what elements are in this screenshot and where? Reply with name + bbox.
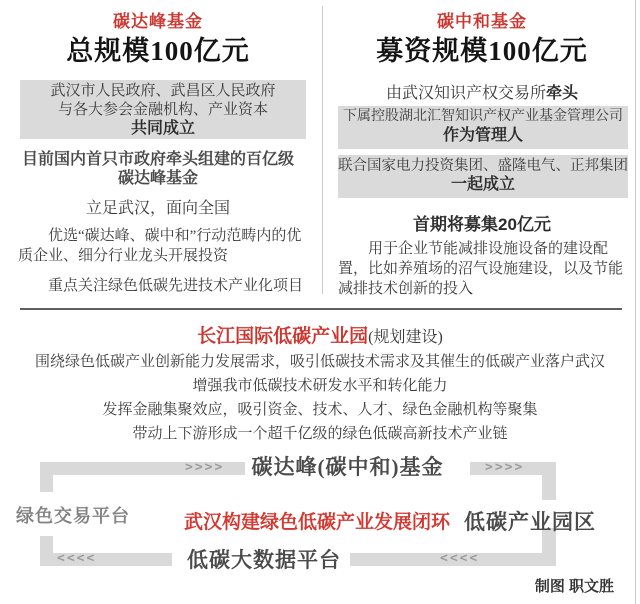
park-line-1: 围绕绿色低碳产业创新能力发展需求，吸引低碳技术需求及其催生的低碳产业落户武汉 xyxy=(34,354,605,370)
right-edge-border xyxy=(635,0,636,604)
founders-line-2: 与各大参会金融机构、产业资本 xyxy=(57,102,268,118)
loop-corner-top-left xyxy=(40,462,53,492)
flow-arrow-top-right-icon: >>>> xyxy=(485,460,525,475)
cycle-node-trading-platform: 绿色交易平台 xyxy=(16,506,130,526)
founders-bold-line: 共同成立 xyxy=(130,120,195,137)
left-panel-lead xyxy=(8,150,308,188)
park-line-2: 增强我市低碳技术研发水平和转化能力 xyxy=(192,378,448,394)
cycle-node-big-data-platform: 低碳大数据平台 xyxy=(187,548,341,572)
flow-arrow-bottom-right-icon: <<<< xyxy=(440,551,480,566)
left-panel-note: 立足武汉，面向全国 xyxy=(85,200,230,217)
flow-arrow-bottom-left-icon: <<<< xyxy=(57,551,97,566)
section-divider xyxy=(20,308,622,310)
manager-bold-line: 作为管理人 xyxy=(442,127,523,144)
park-title-suffix: (规划建设) xyxy=(368,329,443,346)
lead-line-2: 碳达峰基金 xyxy=(117,170,198,187)
left-panel-headline: 总规模100亿元 xyxy=(66,36,250,66)
lead-bold: 牵头 xyxy=(546,85,579,102)
park-title-red: 长江国际低碳产业园 xyxy=(197,326,369,347)
credit-byline: 制图 职文胜 xyxy=(534,578,614,595)
right-panel-manager-box xyxy=(338,106,628,149)
partners-bold-line: 一起成立 xyxy=(450,176,515,193)
left-panel-title: 碳达峰基金 xyxy=(113,12,203,31)
cycle-node-fund: 碳达峰(碳中和)基金 xyxy=(251,455,444,479)
park-line-4: 带动上下游形成一个超千亿级的绿色低碳高新技术产业链 xyxy=(132,426,508,442)
lead-line-1: 目前国内首只市政府牵头组建的百亿级 xyxy=(21,151,294,168)
right-panel-paragraph: 用于企业节能减排设施设备的建设配置，比如养殖场的沼气设施建设，以及节能减排技术创新的投入 xyxy=(338,241,624,297)
left-panel-paragraph-2: 重点关注绿色低碳先进技术产业化项目 xyxy=(48,278,304,294)
founders-line-1: 武汉市人民政府、武昌区人民政府 xyxy=(50,83,276,99)
right-panel-title: 碳中和基金 xyxy=(437,12,527,31)
loop-corner-top-right xyxy=(542,462,556,500)
lead-prefix: 由武汉知识产权交易所 xyxy=(385,85,546,102)
right-panel-lead xyxy=(332,80,632,103)
cycle-center-caption: 武汉构建绿色低碳产业发展闭环 xyxy=(184,512,451,533)
cycle-node-industry-park: 低碳产业园区 xyxy=(464,510,596,534)
park-section-title xyxy=(0,321,640,348)
park-line-3: 发挥金融集聚效应，吸引资金、技术、人才、绿色金融机构等聚集 xyxy=(102,402,538,418)
partners-line-1: 联合国家电力投资集团、盛隆电气、正邦集团 xyxy=(338,158,628,174)
manager-line-1: 下属控股湖北汇智知识产权产业基金管理公司 xyxy=(343,109,623,124)
right-panel-partners-box xyxy=(338,155,628,198)
flow-arrow-top-left-icon: >>>> xyxy=(185,460,225,475)
column-divider xyxy=(322,6,323,294)
right-panel-first-raise: 首期将募集20亿元 xyxy=(413,215,551,234)
left-panel-paragraph-1: 优选“碳达峰、碳中和”行动范畴内的优质企业、细分行业龙头开展投资 xyxy=(18,228,302,264)
left-panel-founders-box xyxy=(20,80,306,139)
right-panel-headline: 募资规模100亿元 xyxy=(376,36,588,66)
